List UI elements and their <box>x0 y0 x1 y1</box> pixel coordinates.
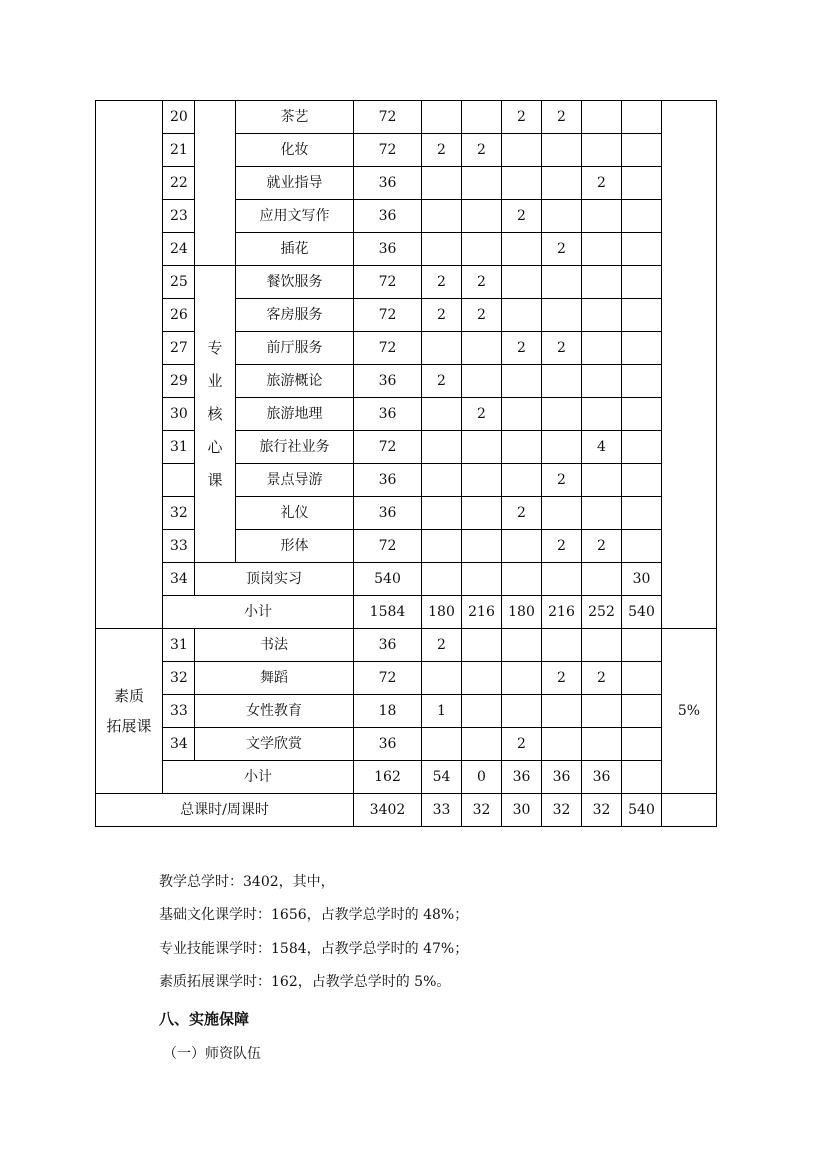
week-hours-cell: 2 <box>582 167 622 200</box>
course-number-cell: 27 <box>163 332 195 365</box>
week-hours-cell <box>422 464 462 497</box>
week-hours-cell: 2 <box>542 464 582 497</box>
summary-basic-culture: 基础文化课学时：1656，占教学总学时的 48%； <box>159 907 469 923</box>
total-hours-cell: 162 <box>354 761 422 794</box>
course-number-cell: 32 <box>163 497 195 530</box>
section-heading: 八、实施保障 <box>159 1010 250 1028</box>
week-hours-cell <box>502 431 542 464</box>
total-hours-cell: 36 <box>354 728 422 761</box>
group-label-char: 心 <box>207 437 223 456</box>
week-hours-cell <box>582 365 622 398</box>
table-row <box>96 200 717 233</box>
course-number-cell: 20 <box>163 101 195 134</box>
course-name-cell: 礼仪 <box>236 497 354 530</box>
week-hours-cell <box>462 464 502 497</box>
week-hours-cell <box>502 398 542 431</box>
course-name-cell: 茶艺 <box>236 101 354 134</box>
week-hours-cell: 2 <box>502 497 542 530</box>
week-hours-cell: 2 <box>542 332 582 365</box>
table-row <box>96 167 717 200</box>
week-hours-cell <box>462 101 502 134</box>
week-hours-cell <box>502 563 542 596</box>
week-hours-cell <box>582 200 622 233</box>
table-row <box>96 134 717 167</box>
total-hours-cell: 18 <box>354 695 422 728</box>
week-hours-cell: 36 <box>582 761 622 794</box>
course-number-cell: 31 <box>163 431 195 464</box>
course-number-cell: 21 <box>163 134 195 167</box>
week-hours-cell <box>502 629 542 662</box>
week-hours-cell <box>502 299 542 332</box>
subsection-heading: （一）师资队伍 <box>163 1046 261 1062</box>
percent-cell <box>662 794 717 827</box>
group-label-char: 专 <box>207 338 223 357</box>
week-hours-cell <box>462 728 502 761</box>
table-row <box>96 101 717 134</box>
total-hours-cell: 540 <box>354 563 422 596</box>
course-name-cell: 女性教育 <box>195 695 354 728</box>
table-row <box>96 464 717 497</box>
course-number-cell: 29 <box>163 365 195 398</box>
table-row <box>96 563 717 596</box>
week-hours-cell: 54 <box>422 761 462 794</box>
total-hours-cell: 36 <box>354 233 422 266</box>
total-hours-cell: 72 <box>354 134 422 167</box>
course-number-cell: 22 <box>163 167 195 200</box>
week-hours-cell <box>462 167 502 200</box>
week-hours-cell: 36 <box>502 761 542 794</box>
total-hours-cell: 36 <box>354 200 422 233</box>
week-hours-cell: 2 <box>542 101 582 134</box>
week-hours-cell: 540 <box>622 794 662 827</box>
week-hours-cell <box>542 629 582 662</box>
total-hours-cell: 36 <box>354 464 422 497</box>
total-hours-cell: 3402 <box>354 794 422 827</box>
week-hours-cell <box>502 167 542 200</box>
week-hours-cell <box>542 431 582 464</box>
week-hours-cell <box>422 332 462 365</box>
subtotal-label-cell: 小计 <box>163 761 354 794</box>
week-hours-cell: 2 <box>542 233 582 266</box>
course-name-cell: 插花 <box>236 233 354 266</box>
week-hours-cell <box>582 728 622 761</box>
course-name-cell: 餐饮服务 <box>236 266 354 299</box>
week-hours-cell: 2 <box>462 299 502 332</box>
week-hours-cell <box>582 233 622 266</box>
week-hours-cell: 30 <box>622 563 662 596</box>
week-hours-cell <box>542 398 582 431</box>
week-hours-cell <box>582 101 622 134</box>
week-hours-cell <box>422 563 462 596</box>
course-number-cell: 31 <box>163 629 195 662</box>
week-hours-cell <box>422 233 462 266</box>
course-name-cell: 旅游地理 <box>236 398 354 431</box>
week-hours-cell <box>622 431 662 464</box>
summary-professional-skill: 专业技能课学时：1584，占教学总学时的 47%； <box>159 941 469 957</box>
course-name-cell: 旅行社业务 <box>236 431 354 464</box>
week-hours-cell <box>582 497 622 530</box>
total-label-cell: 总课时/周课时 <box>96 794 354 827</box>
course-name-cell: 景点导游 <box>236 464 354 497</box>
week-hours-cell <box>542 365 582 398</box>
course-name-cell: 舞蹈 <box>195 662 354 695</box>
week-hours-cell <box>582 398 622 431</box>
week-hours-cell <box>462 662 502 695</box>
week-hours-cell <box>502 266 542 299</box>
week-hours-cell <box>422 431 462 464</box>
course-number-cell: 33 <box>163 530 195 563</box>
week-hours-cell <box>422 662 462 695</box>
week-hours-cell <box>622 365 662 398</box>
course-name-cell: 就业指导 <box>236 167 354 200</box>
week-hours-cell: 30 <box>502 794 542 827</box>
course-name-cell: 化妆 <box>236 134 354 167</box>
table-row <box>96 233 717 266</box>
course-number-cell: 23 <box>163 200 195 233</box>
week-hours-cell: 216 <box>462 596 502 629</box>
subtotal-label-cell: 小计 <box>163 596 354 629</box>
week-hours-cell <box>622 464 662 497</box>
week-hours-cell <box>622 662 662 695</box>
week-hours-cell: 180 <box>422 596 462 629</box>
week-hours-cell: 2 <box>462 266 502 299</box>
week-hours-cell <box>462 563 502 596</box>
week-hours-cell: 2 <box>502 101 542 134</box>
quality-percent-cell: 5% <box>662 629 717 794</box>
course-number-cell <box>163 464 195 497</box>
curriculum-table <box>95 100 717 827</box>
week-hours-cell: 32 <box>542 794 582 827</box>
week-hours-cell <box>542 695 582 728</box>
week-hours-cell <box>622 497 662 530</box>
course-number-cell: 30 <box>163 398 195 431</box>
week-hours-cell <box>502 695 542 728</box>
week-hours-cell <box>622 134 662 167</box>
week-hours-cell <box>502 464 542 497</box>
week-hours-cell: 33 <box>422 794 462 827</box>
course-name-cell: 前厅服务 <box>236 332 354 365</box>
week-hours-cell <box>542 563 582 596</box>
week-hours-cell: 180 <box>502 596 542 629</box>
course-name-cell: 应用文写作 <box>236 200 354 233</box>
week-hours-cell <box>462 497 502 530</box>
course-number-cell: 26 <box>163 299 195 332</box>
week-hours-cell <box>462 695 502 728</box>
course-name-cell: 顶岗实习 <box>195 563 354 596</box>
category-label-line: 拓展课 <box>106 717 152 735</box>
week-hours-cell <box>622 200 662 233</box>
week-hours-cell <box>542 497 582 530</box>
week-hours-cell <box>582 464 622 497</box>
week-hours-cell: 2 <box>582 530 622 563</box>
course-number-cell: 34 <box>163 563 195 596</box>
total-hours-cell: 1584 <box>354 596 422 629</box>
week-hours-cell <box>542 134 582 167</box>
total-hours-cell: 36 <box>354 167 422 200</box>
week-hours-cell: 2 <box>462 134 502 167</box>
week-hours-cell: 2 <box>422 365 462 398</box>
week-hours-cell <box>622 398 662 431</box>
week-hours-cell <box>542 167 582 200</box>
course-name-cell: 形体 <box>236 530 354 563</box>
week-hours-cell <box>582 266 622 299</box>
week-hours-cell: 2 <box>502 200 542 233</box>
week-hours-cell <box>582 629 622 662</box>
table-row <box>96 497 717 530</box>
total-hours-cell: 36 <box>354 497 422 530</box>
week-hours-cell: 0 <box>462 761 502 794</box>
week-hours-cell: 2 <box>422 299 462 332</box>
week-hours-cell: 2 <box>422 266 462 299</box>
week-hours-cell: 32 <box>582 794 622 827</box>
course-name-cell: 客房服务 <box>236 299 354 332</box>
week-hours-cell: 540 <box>622 596 662 629</box>
week-hours-cell <box>462 629 502 662</box>
week-hours-cell <box>582 695 622 728</box>
week-hours-cell <box>502 530 542 563</box>
week-hours-cell: 2 <box>582 662 622 695</box>
week-hours-cell <box>462 332 502 365</box>
table-row <box>96 431 717 464</box>
course-number-cell: 34 <box>163 728 195 761</box>
week-hours-cell <box>462 233 502 266</box>
week-hours-cell <box>622 266 662 299</box>
week-hours-cell: 2 <box>502 728 542 761</box>
total-hours-cell: 72 <box>354 530 422 563</box>
total-hours-cell: 36 <box>354 365 422 398</box>
week-hours-cell: 2 <box>422 629 462 662</box>
table-row <box>96 398 717 431</box>
total-hours-cell: 72 <box>354 299 422 332</box>
week-hours-cell: 2 <box>422 134 462 167</box>
summary-quality-expansion: 素质拓展课学时：162，占教学总学时的 5%。 <box>159 974 451 990</box>
table-row <box>96 728 717 761</box>
week-hours-cell <box>622 233 662 266</box>
group-label-char: 课 <box>207 470 223 489</box>
table-row <box>96 332 717 365</box>
course-name-cell: 文学欣赏 <box>195 728 354 761</box>
week-hours-cell: 2 <box>462 398 502 431</box>
subtotal-row <box>96 761 717 794</box>
week-hours-cell <box>502 233 542 266</box>
core-group-label-cell <box>195 266 236 563</box>
table-row <box>96 530 717 563</box>
week-hours-cell <box>422 497 462 530</box>
week-hours-cell: 36 <box>542 761 582 794</box>
week-hours-cell <box>542 728 582 761</box>
week-hours-cell <box>422 101 462 134</box>
table-row <box>96 365 717 398</box>
course-number-cell: 32 <box>163 662 195 695</box>
week-hours-cell <box>422 530 462 563</box>
total-hours-cell: 72 <box>354 101 422 134</box>
group-label-cell <box>195 101 236 266</box>
subtotal-row <box>96 596 717 629</box>
week-hours-cell <box>582 332 622 365</box>
week-hours-cell: 2 <box>542 530 582 563</box>
course-number-cell: 24 <box>163 233 195 266</box>
total-hours-cell: 72 <box>354 266 422 299</box>
total-hours-cell: 72 <box>354 332 422 365</box>
week-hours-cell <box>542 200 582 233</box>
week-hours-cell <box>622 695 662 728</box>
total-hours-cell: 72 <box>354 431 422 464</box>
week-hours-cell <box>422 728 462 761</box>
week-hours-cell <box>622 629 662 662</box>
quality-category-cell <box>96 629 163 794</box>
table-row <box>96 662 717 695</box>
total-hours-cell: 72 <box>354 662 422 695</box>
week-hours-cell: 2 <box>542 662 582 695</box>
total-row <box>96 794 717 827</box>
week-hours-cell: 4 <box>582 431 622 464</box>
week-hours-cell <box>462 200 502 233</box>
week-hours-cell <box>502 134 542 167</box>
week-hours-cell <box>622 101 662 134</box>
table-row <box>96 299 717 332</box>
table-row <box>96 629 717 662</box>
week-hours-cell <box>622 761 662 794</box>
table-row <box>96 266 717 299</box>
week-hours-cell <box>462 431 502 464</box>
total-hours-cell: 36 <box>354 629 422 662</box>
total-hours-cell: 36 <box>354 398 422 431</box>
course-name-cell: 旅游概论 <box>236 365 354 398</box>
week-hours-cell <box>622 167 662 200</box>
week-hours-cell <box>422 398 462 431</box>
week-hours-cell <box>502 365 542 398</box>
week-hours-cell <box>622 299 662 332</box>
week-hours-cell <box>422 200 462 233</box>
week-hours-cell: 252 <box>582 596 622 629</box>
week-hours-cell <box>502 662 542 695</box>
table-row <box>96 695 717 728</box>
category-label-line: 素质 <box>113 687 144 705</box>
course-number-cell: 25 <box>163 266 195 299</box>
week-hours-cell: 32 <box>462 794 502 827</box>
week-hours-cell <box>622 530 662 563</box>
group-label-char: 业 <box>207 371 223 390</box>
course-number-cell: 33 <box>163 695 195 728</box>
category-cell <box>96 101 163 629</box>
week-hours-cell: 1 <box>422 695 462 728</box>
week-hours-cell: 2 <box>502 332 542 365</box>
week-hours-cell <box>582 299 622 332</box>
week-hours-cell <box>622 332 662 365</box>
percent-cell <box>662 101 717 629</box>
course-name-cell: 书法 <box>195 629 354 662</box>
week-hours-cell <box>582 134 622 167</box>
group-label-char: 核 <box>207 404 223 423</box>
summary-total-hours: 教学总学时：3402，其中， <box>159 874 335 890</box>
week-hours-cell <box>542 299 582 332</box>
week-hours-cell <box>422 167 462 200</box>
week-hours-cell <box>582 563 622 596</box>
week-hours-cell <box>622 728 662 761</box>
week-hours-cell <box>462 365 502 398</box>
week-hours-cell <box>462 530 502 563</box>
week-hours-cell: 216 <box>542 596 582 629</box>
week-hours-cell <box>542 266 582 299</box>
